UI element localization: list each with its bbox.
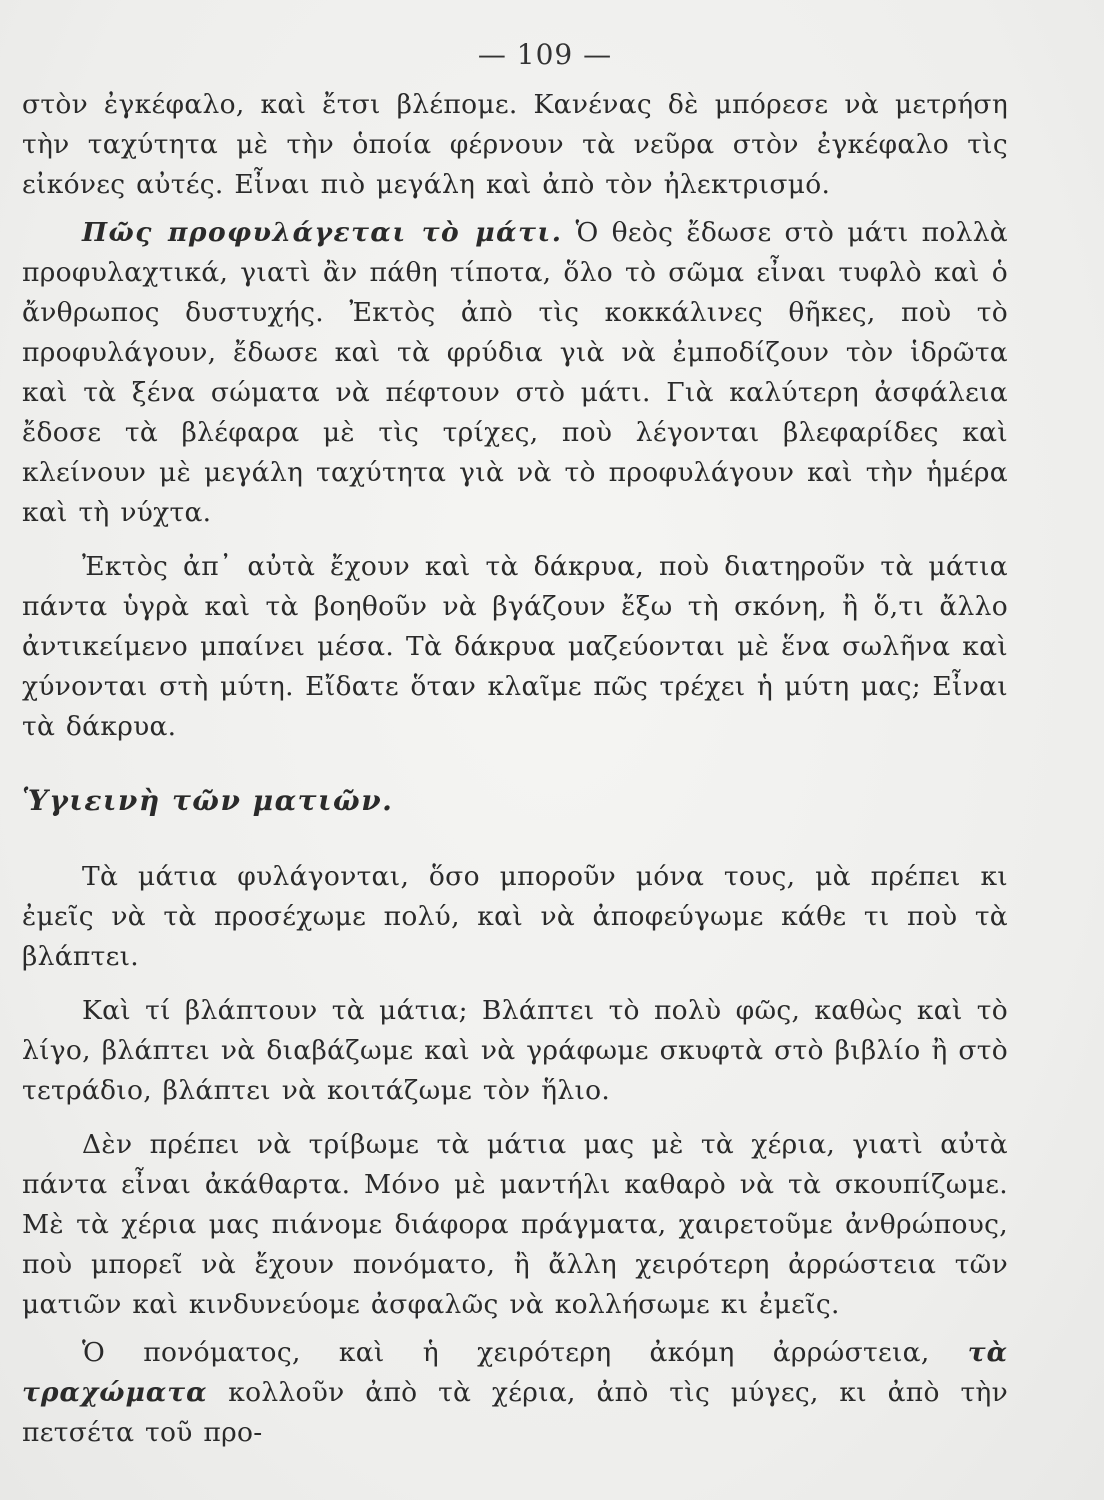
paragraph-trachoma — [22, 1333, 1008, 1453]
subheading-eye-protection: Πῶς προφυλάγεται τὸ μάτι. — [82, 217, 563, 248]
paragraph-eye-protection-text: Ὁ θεὸς ἔδωσε στὸ μάτι πολλὰ προφυλαχτικά, γιατὶ ἂν πάθη τίποτα, ὅλο τὸ σῶμα εἶναι τυφλὸ καὶ ὁ ἄνθρωπος δυστυχής. Ἐκτὸς ἀπὸ τὶς κοκκάλινες θῆκες, ποὺ τὸ προφυλάγουν, ἔδωσε καὶ τὰ φρύδια γιὰ νὰ ἐμποδίζουν τὸν ἱδρῶτα καὶ τὰ ξένα σώματα νὰ πέφτουν στὸ μάτι. Γιὰ καλύτερη ἀσφάλεια ἔδοσε τὰ βλέφαρα μὲ τὶς τρίχες, ποὺ λέγονται βλεφαρίδες καὶ κλείνουν μὲ μεγάλη ταχύτητα γιὰ νὰ τὸ προφυλάγουν καὶ τὴν ἡμέρα καὶ τὴ νύχτα. — [22, 217, 1008, 528]
paragraph-eye-care: Τὰ μάτια φυλάγονται, ὅσο μποροῦν μόνα τους, μὰ πρέπει κι ἐμεῖς νὰ τὰ προσέχωμε πολύ, καὶ νὰ ἀποφεύγωμε κάθε τι ποὺ τὰ βλάπτει. — [22, 861, 1008, 972]
paragraph-eye-protection — [22, 213, 1008, 533]
paragraph-trachoma-start: Ὁ πονόματος, καὶ ἡ χειρότερη ἀκόμη ἀρρώστεια, — [82, 1337, 968, 1368]
paragraph-what-harms: Καὶ τί βλάπτουν τὰ μάτια; Βλάπτει τὸ πολὺ φῶς, καθὼς καὶ τὸ λίγο, βλάπτει νὰ διαβάζωμε καὶ νὰ γράφωμε σκυφτὰ στὸ βιβλίο ἢ στὸ τετράδιο, βλάπτει νὰ κοιτάζωμε τὸν ἥλιο. — [22, 995, 1008, 1106]
paragraph-tears: Ἐκτὸς ἀπ᾽ αὐτὰ ἔχουν καὶ τὰ δάκρυα, ποὺ διατηροῦν τὰ μάτια πάντα ὑγρὰ καὶ τὰ βοηθοῦν νὰ βγάζουν ἔξω τὴ σκόνη, ἢ ὅ,τι ἄλλο ἀντικείμενο μπαίνει μέσα. Τὰ δάκρυα μαζεύονται μὲ ἕνα σωλῆνα καὶ χύνονται στὴ μύτη. Εἴδατε ὅταν κλαῖμε πῶς τρέχει ἡ μύτη μας; Εἶναι τὰ δάκρυα. — [22, 551, 1008, 742]
trachoma-term: τὰ τραχώματα — [22, 1337, 1008, 1408]
page-number: — 109 — — [477, 38, 613, 71]
paragraph-continued: στὸν ἐγκέφαλο, καὶ ἔτσι βλέπομε. Κανένας δὲ μπόρεσε νὰ μετρήση τὴν ταχύτητα μὲ τὴν ὁποία φέρνουν τὰ νεῦρα στὸν ἐγκέφαλο τὶς εἰκόνες αὐτές. Εἶναι πιὸ μεγάλη καὶ ἀπὸ τὸν ἠλεκτρισμό. — [22, 89, 1008, 200]
paragraph-hands: Δὲν πρέπει νὰ τρίβωμε τὰ μάτια μας μὲ τὰ χέρια, γιατὶ αὐτὰ πάντα εἶναι ἀκάθαρτα. Μόνο μὲ μαντήλι καθαρὸ νὰ τὰ σκουπίζωμε. Μὲ τὰ χέρια μας πιάνομε διάφορα πράγματα, χαιρετοῦμε ἀνθρώπους, ποὺ μπορεῖ νὰ ἔχουν πονόματο, ἢ ἄλλη χειρότερη ἀρρώστεια τῶν ματιῶν καὶ κινδυνεύομε ἀσφαλῶς νὰ κολλήσωμε κι ἐμεῖς. — [22, 1129, 1008, 1320]
paragraph-trachoma-end: κολλοῦν ἀπὸ τὰ χέρια, ἀπὸ τὶς μύγες, κι ἀπὸ τὴν πετσέτα τοῦ προ- — [22, 1377, 1008, 1448]
section-title-eye-hygiene: Ὑγιεινὴ τῶν ματιῶν. — [22, 784, 394, 817]
